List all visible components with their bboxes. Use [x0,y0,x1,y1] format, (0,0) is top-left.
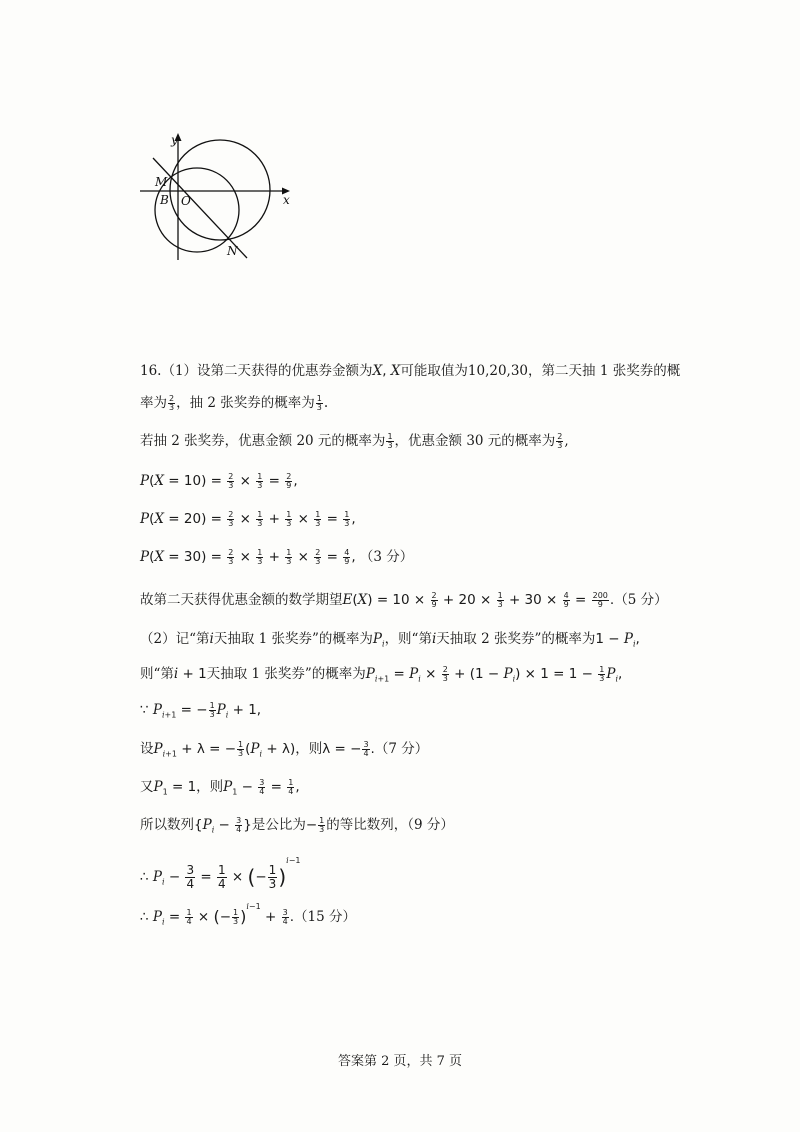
formula-px10: P(X = 10) = $\frac{2}{3}$ × $\frac{1}{3}$ = $\frac{2}{9}$ , [140,471,298,490]
q16-intro-cont: 可能取值为10,20,30，第二天抽 1 张奖券的概 [400,363,681,379]
part2-intro-line: （2）记“第i天抽取 1 张奖券”的概率为$P_i$，则“第i天抽取 2 张奖券”的概率为$1 - P_i$, [140,631,640,649]
because-line: ∵ $P_{i+1}$ = − $\frac{1}{3}$ $P_i + 1$, [140,700,262,720]
formula-px30: P(X = 30) = $\frac{2}{3}$ × $\frac{1}{3}$ + $\frac{1}{3}$ × $\frac{2}{3}$ = $\frac{4}{9}$ , （3 分） [140,547,414,566]
circles-diagram [135,128,295,263]
sequence-line: 所以数列{$P_i$ − $\frac{3}{4}$ }是公比为− $\frac{1}{3}$ 的等比数列，（9 分） [140,815,454,835]
expectation-intro: 故第二天获得优惠金额的数学期望 [140,592,343,608]
initial-line: 又$P_1 = 1$，则$P_1$ − $\frac{3}{4}$ = $\frac{1}{4}$ , [140,777,300,797]
fraction-1-3: $\frac{1}{3}$ [387,432,393,450]
ratio-text: 是公比为 [251,817,306,833]
label-y: y [171,133,178,147]
part2-text-3: 天抽取 2 张奖券”的概率为 [436,631,596,647]
lambda-line: 设$P_{i+1} + \lambda$ = − $\frac{1}{3}$ $(P_i + \lambda)$，则λ = − $\frac{3}{4}$ .（7 分） [140,739,429,759]
math-var-x: X, X [372,363,401,379]
label-m: M [155,175,168,189]
set-text: 设 [140,741,154,757]
large-circle [170,140,270,240]
part2-text-1: 天抽取 1 张奖券”的概率为 [213,631,373,647]
coordinate-figure [135,128,295,263]
prob-one-label: 率为 [140,395,167,411]
page-footer: 答案第 2 页，共 7 页 [337,1054,463,1069]
score-9: （9 分） [407,817,454,833]
label-b: B [160,193,169,207]
recurrence-text-2: 天抽取 1 张奖券”的概率为 [206,666,366,682]
q16-line-2: 率为 $\frac{2}{3}$ ，抽 2 张奖券的概率为 $\frac{1}{3}$ . [140,394,329,412]
fraction-2-3: $\frac{2}{3}$ [169,394,175,412]
general-term-line: ∴ $P_i$ − $\frac{3}{4}$ = $\frac{1}{4}$ × (− $\frac{1}{3}$ )$^{i-1}$ [140,856,301,891]
also-text: 又 [140,779,154,795]
part2-text-2: ，则“第 [384,631,432,647]
then-text-2: ，则 [196,779,224,795]
so-text: 所以数列 [140,817,194,833]
final-line: ∴ $P_i$ = $\frac{1}{4}$ × (− $\frac{1}{3}$ )$^{i-1}$ + $\frac{3}{4}$ .（15 分） [140,902,356,927]
score-7: （7 分） [374,741,429,757]
q16-line-3: 若抽 2 张奖券，优惠金额 20 元的概率为 $\frac{1}{3}$ ，优惠金额 30 元的概率为 $\frac{2}{3}$ , [140,432,569,450]
score-15: （15 分） [294,909,356,925]
geometric-text: 的等比数列， [326,817,408,833]
q16-intro: 16.（1）设第二天获得的优惠券金额为 [140,363,373,379]
formula-px20: P(X = 20) = $\frac{2}{3}$ × $\frac{1}{3}$ + $\frac{1}{3}$ × $\frac{1}{3}$ = $\frac{1}{3}$ , [140,509,356,528]
q16-line-1 [140,362,680,380]
score-5: （5 分） [614,592,668,608]
expectation-line: 故第二天获得优惠金额的数学期望E(X) = 10 × $\frac{2}{9}$ + 20 × $\frac{1}{3}$ + 30 × $\frac{4}{9}$ = $\frac{200}{9}$ .（5 分） [140,590,668,609]
fraction-1-3: $\frac{1}{3}$ [316,394,322,412]
label-o: O [181,194,191,208]
part2-intro: （2）记“第 [140,631,210,647]
prob-30-label: ，优惠金额 30 元的概率为 [394,433,556,449]
small-circle [155,168,239,252]
fraction-2-3: $\frac{2}{3}$ [557,432,563,450]
recurrence-line: 则“第i + 1天抽取 1 张奖券”的概率为$P_{i+1} = P_i$ × $\frac{2}{3}$ + $(1 - P_i) \times 1 = 1$ − $\frac{1}{3}$ $P_i$, [140,664,623,684]
label-x: x [283,193,290,207]
label-n: N [227,244,238,258]
recurrence-text-1: 则“第 [140,666,174,682]
then-text: ，则 [295,741,323,757]
score-3: （3 分） [359,549,414,565]
line-mn [153,158,247,258]
prob-two-label: ，抽 2 张奖券的概率为 [176,395,315,411]
prob-20-label: 若抽 2 张奖券，优惠金额 20 元的概率为 [140,433,386,449]
